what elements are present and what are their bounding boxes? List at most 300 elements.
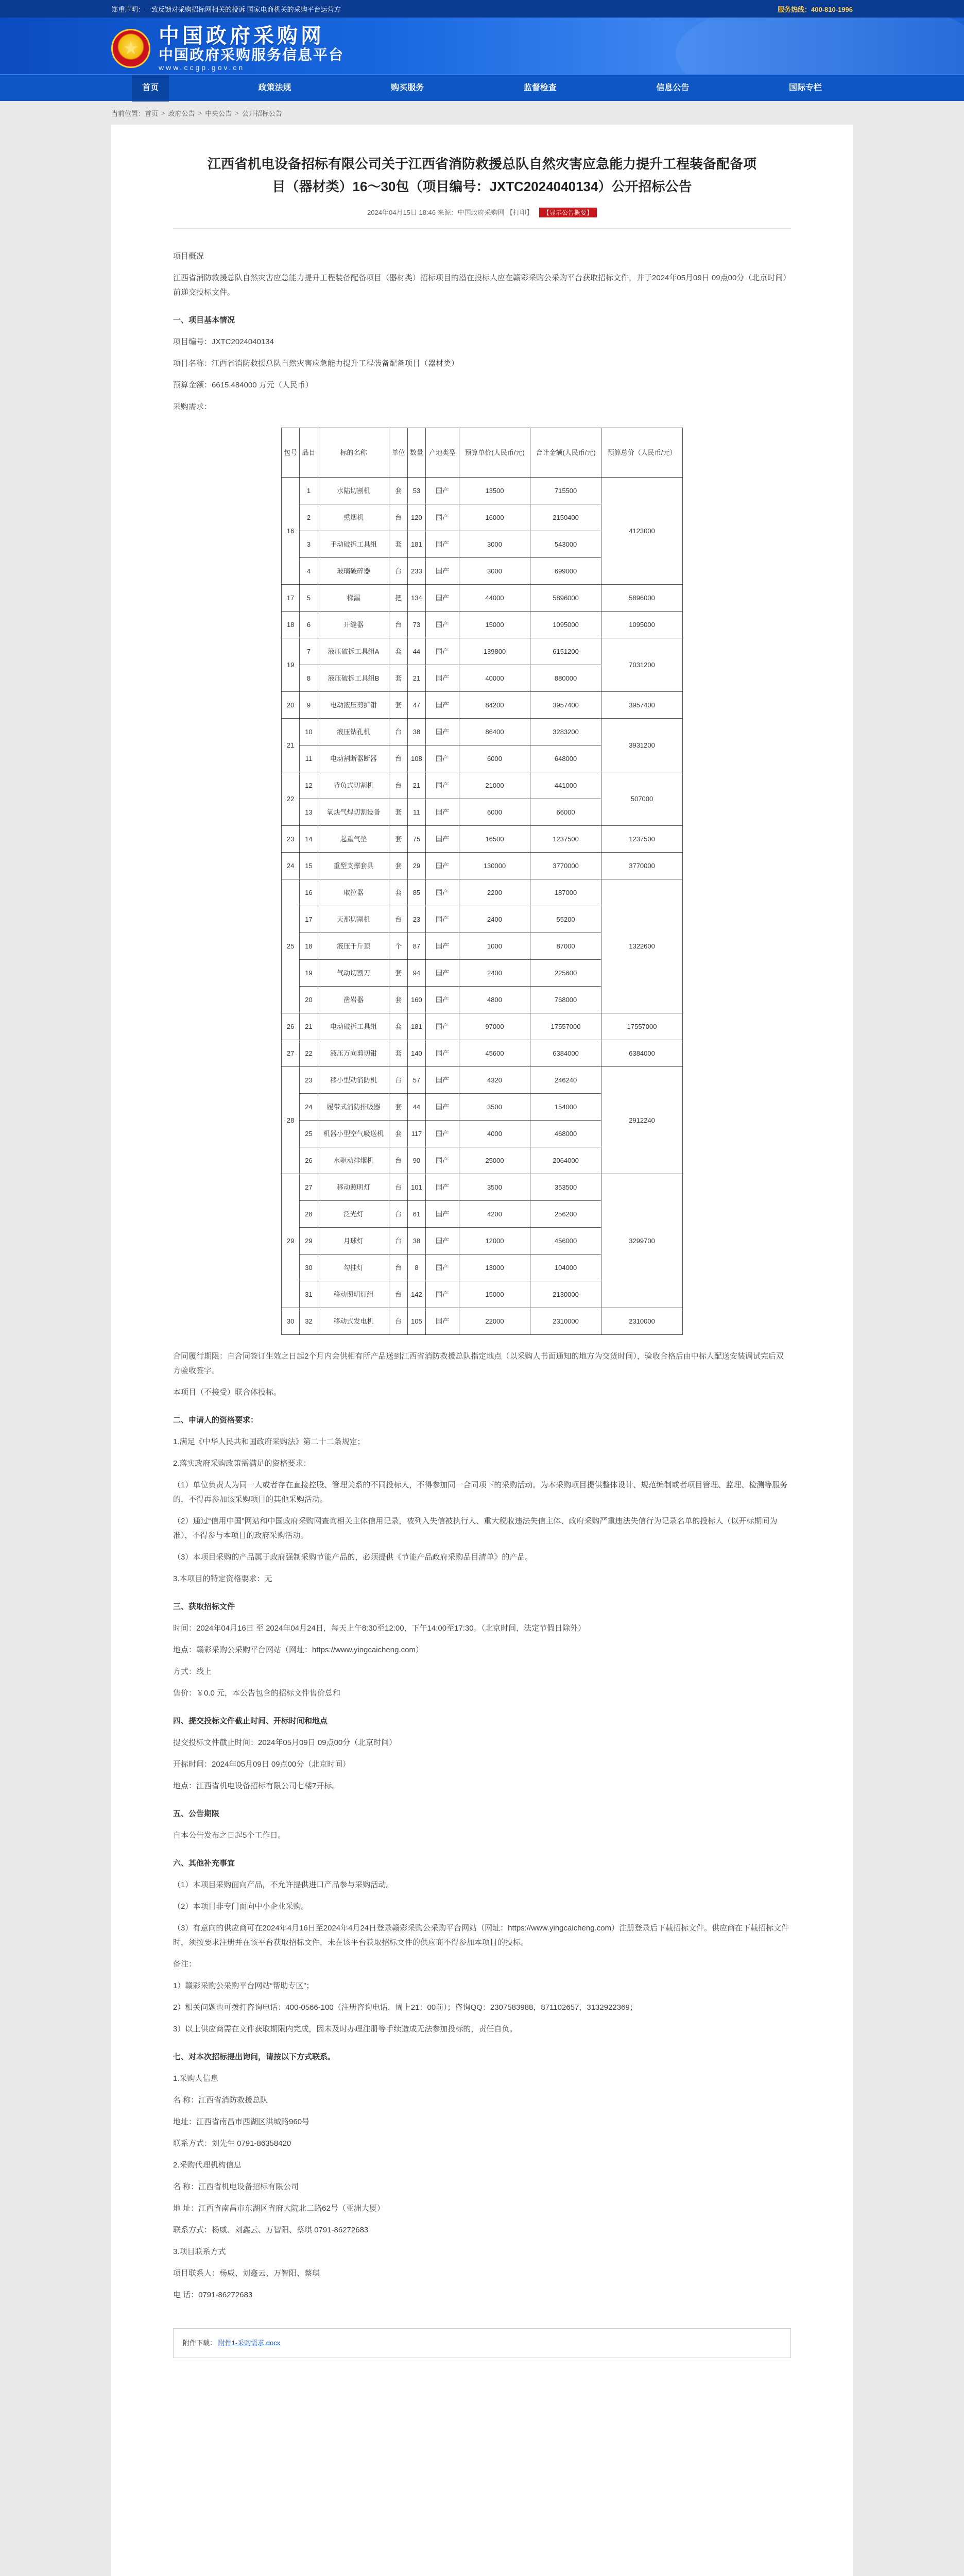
table-cell: 套 xyxy=(389,879,407,906)
table-cell: 台 xyxy=(389,1255,407,1281)
table-cell: 4 xyxy=(300,558,318,585)
table-row xyxy=(282,1067,683,1094)
article-body xyxy=(173,249,791,2358)
table-cell: 液压万向剪切钳 xyxy=(318,1040,389,1067)
table-cell: 21 xyxy=(300,1013,318,1040)
table-row xyxy=(282,772,683,799)
table-cell: 20 xyxy=(282,692,300,719)
table-cell: 泛光灯 xyxy=(318,1201,389,1228)
table-cell: 15 xyxy=(300,853,318,879)
nav-home[interactable]: 首页 xyxy=(132,75,169,101)
table-cell: 225600 xyxy=(530,960,601,987)
table-cell: 25 xyxy=(282,879,300,1013)
table-cell: 13000 xyxy=(459,1255,530,1281)
table-cell: 256200 xyxy=(530,1201,601,1228)
table-cell: 国产 xyxy=(426,745,459,772)
table-cell: 44000 xyxy=(459,585,530,612)
section-paragraph: 项目联系人：杨威、刘鑫云、万智阳、蔡琪 xyxy=(173,2269,320,2278)
table-cell: 梯漏 xyxy=(318,585,389,612)
breadcrumb xyxy=(111,101,853,125)
section-paragraph: 2）相关问题也可拨打咨询电话：400-0566-100（注册咨询电话，周上21：00前）；咨询QQ：2307583988，871102657，3132922369； xyxy=(173,2003,638,2012)
table-cell: 18 xyxy=(282,612,300,638)
table-cell: 国产 xyxy=(426,478,459,504)
table-cell: 130000 xyxy=(459,853,530,879)
table-cell: 90 xyxy=(407,1147,425,1174)
table-cell: 熏烟机 xyxy=(318,504,389,531)
table-cell: 液压破拆工具组A xyxy=(318,638,389,665)
table-cell: 441000 xyxy=(530,772,601,799)
table-cell: 53 xyxy=(407,478,425,504)
attachment-label: 附件下载： xyxy=(183,2339,217,2347)
hotline-text: 服务热线：400-810-1996 xyxy=(778,5,853,13)
table-cell: 4123000 xyxy=(601,478,683,585)
table-row xyxy=(282,826,683,853)
table-cell: 水陆切割机 xyxy=(318,478,389,504)
table-cell: 5 xyxy=(300,585,318,612)
table-cell: 台 xyxy=(389,558,407,585)
table-cell: 2130000 xyxy=(530,1281,601,1308)
table-cell: 套 xyxy=(389,987,407,1013)
table-cell: 取拉器 xyxy=(318,879,389,906)
table-cell: 10 xyxy=(300,719,318,745)
table-cell: 699000 xyxy=(530,558,601,585)
table-cell: 507000 xyxy=(601,772,683,826)
table-cell: 16 xyxy=(300,879,318,906)
table-cell: 57 xyxy=(407,1067,425,1094)
table-cell: 套 xyxy=(389,531,407,558)
table-cell: 把 xyxy=(389,585,407,612)
table-cell: 105 xyxy=(407,1308,425,1335)
table-cell: 19 xyxy=(282,638,300,692)
table-cell: 31 xyxy=(300,1281,318,1308)
top-notice-bar xyxy=(0,0,964,18)
table-cell: 3931200 xyxy=(601,719,683,772)
table-cell: 233 xyxy=(407,558,425,585)
logo-url: www.ccgp.gov.cn xyxy=(159,63,245,72)
table-cell: 353500 xyxy=(530,1174,601,1201)
table-cell: 29 xyxy=(300,1228,318,1255)
table-cell: 2 xyxy=(300,504,318,531)
table-cell: 14 xyxy=(300,826,318,853)
table-cell: 4800 xyxy=(459,987,530,1013)
section-paragraph: 提交投标文件截止时间：2024年05月09日 09点00分（北京时间） xyxy=(173,1738,397,1747)
table-cell: 国产 xyxy=(426,799,459,826)
table-header-cell: 品目 xyxy=(300,428,318,478)
table-cell: 1237500 xyxy=(530,826,601,853)
table-cell: 543000 xyxy=(530,531,601,558)
table-cell: 12 xyxy=(300,772,318,799)
table-cell: 21 xyxy=(407,665,425,692)
table-row xyxy=(282,638,683,665)
table-cell: 16000 xyxy=(459,504,530,531)
main-nav xyxy=(0,74,964,101)
table-cell: 61 xyxy=(407,1201,425,1228)
table-cell: 2200 xyxy=(459,879,530,906)
table-row xyxy=(282,853,683,879)
section-paragraph: （3）本项目采购的产品属于政府强制采购节能产品的，必须提供《节能产品政府采购品目清单》的产品。 xyxy=(173,1553,533,1562)
table-cell: 120 xyxy=(407,504,425,531)
section-paragraph: 3）以上供应商需在文件获取期限内完成，因未及时办理注册等手续造成无法参加投标的，责任自负。 xyxy=(173,2025,518,2033)
table-cell: 国产 xyxy=(426,638,459,665)
table-cell: 11 xyxy=(300,745,318,772)
table-cell: 3770000 xyxy=(530,853,601,879)
table-cell: 国产 xyxy=(426,933,459,960)
table-cell: 94 xyxy=(407,960,425,987)
budget-amount: 预算金额：6615.484000 万元（人民币） xyxy=(173,381,313,389)
nav-services[interactable]: 购买服务 xyxy=(391,83,424,92)
table-cell: 套 xyxy=(389,1121,407,1147)
table-cell: 台 xyxy=(389,719,407,745)
table-cell: 套 xyxy=(389,692,407,719)
table-cell: 45600 xyxy=(459,1040,530,1067)
article-title: 江西省机电设备招标有限公司关于江西省消防救援总队自然灾害应急能力提升工程装备配备项目（器材类）16～30包（项目编号：JXTC2024040134）公开招标公告 xyxy=(207,156,756,194)
section-paragraph: 名 称：江西省机电设备招标有限公司 xyxy=(173,2182,299,2191)
table-cell: 30 xyxy=(300,1255,318,1281)
table-cell: 国产 xyxy=(426,558,459,585)
table-cell: 移动式发电机 xyxy=(318,1308,389,1335)
table-cell: 3770000 xyxy=(601,853,683,879)
table-header-cell: 数量 xyxy=(407,428,425,478)
table-cell: 21 xyxy=(407,772,425,799)
article-meta xyxy=(173,207,791,229)
table-cell: 套 xyxy=(389,478,407,504)
table-cell: 国产 xyxy=(426,585,459,612)
table-cell: 国产 xyxy=(426,531,459,558)
site-logo[interactable] xyxy=(111,25,344,72)
table-cell: 4000 xyxy=(459,1121,530,1147)
table-cell: 6000 xyxy=(459,745,530,772)
breadcrumb-separator: > xyxy=(198,109,202,117)
table-cell: 19 xyxy=(300,960,318,987)
table-cell: 国产 xyxy=(426,1067,459,1094)
attachment-link[interactable]: 附件1-采购需求.docx xyxy=(218,2339,281,2347)
table-cell: 15000 xyxy=(459,612,530,638)
table-cell: 1322600 xyxy=(601,879,683,1013)
requirements-table xyxy=(281,428,683,1335)
table-row xyxy=(282,585,683,612)
table-cell: 16 xyxy=(282,478,300,585)
site-header xyxy=(0,18,964,74)
table-cell: 套 xyxy=(389,638,407,665)
table-cell: 气动切割刀 xyxy=(318,960,389,987)
section-paragraph: 售价：￥0.0 元，本公告包含的招标文件售价总和 xyxy=(173,1689,341,1698)
table-cell: 国产 xyxy=(426,826,459,853)
table-cell: 国产 xyxy=(426,612,459,638)
table-cell: 87 xyxy=(407,933,425,960)
table-cell: 3957400 xyxy=(530,692,601,719)
section-paragraph: （3）有意向的供应商可在2024年4月16日至2024年4月24日登录赣彩采购公采购平台网站（网址：https://www.yingcaicheng.com）注册登录后下载招标文件。供应商在下载招标文件时，须按要求注册并在该平台获取招标文件，未在该平台获取招标文件的供应商不得参加本项目的投标。 xyxy=(173,1924,789,1947)
table-cell: 3 xyxy=(300,531,318,558)
table-cell: 1 xyxy=(300,478,318,504)
table-cell: 套 xyxy=(389,1013,407,1040)
table-cell: 电动割断器断器 xyxy=(318,745,389,772)
table-cell: 国产 xyxy=(426,1308,459,1335)
table-cell: 国产 xyxy=(426,1255,459,1281)
section-paragraph: （2）通过“信用中国”网站和中国政府采购网查询相关主体信用记录，被列入失信被执行人、重大税收违法失信主体、政府采购严重违法失信行为记录名单的投标人（以开标期间为准），不得参与本项目的政府采购活动。 xyxy=(173,1517,778,1540)
table-cell: 台 xyxy=(389,504,407,531)
table-cell: 44 xyxy=(407,1094,425,1121)
table-cell: 2912240 xyxy=(601,1067,683,1174)
section-heading: 二、申请人的资格要求： xyxy=(173,1416,259,1425)
table-cell: 140 xyxy=(407,1040,425,1067)
table-cell: 22 xyxy=(282,772,300,826)
table-cell: 国产 xyxy=(426,1040,459,1067)
table-cell: 3500 xyxy=(459,1094,530,1121)
table-cell: 22000 xyxy=(459,1308,530,1335)
table-cell: 5896000 xyxy=(530,585,601,612)
table-cell: 468000 xyxy=(530,1121,601,1147)
table-row xyxy=(282,1013,683,1040)
section-paragraph: 联系方式：杨威、刘鑫云、万智阳、蔡琪 0791-86272683 xyxy=(173,2226,369,2234)
table-cell: 6384000 xyxy=(530,1040,601,1067)
table-cell: 台 xyxy=(389,1308,407,1335)
table-row xyxy=(282,692,683,719)
table-cell: 起重气垫 xyxy=(318,826,389,853)
table-cell: 4320 xyxy=(459,1067,530,1094)
table-cell: 24 xyxy=(300,1094,318,1121)
table-cell: 29 xyxy=(407,853,425,879)
table-cell: 108 xyxy=(407,745,425,772)
section-paragraph: 方式：线上 xyxy=(173,1667,212,1676)
table-cell: 天那切割机 xyxy=(318,906,389,933)
table-cell: 23 xyxy=(407,906,425,933)
table-cell: 85 xyxy=(407,879,425,906)
table-cell: 880000 xyxy=(530,665,601,692)
table-cell: 44 xyxy=(407,638,425,665)
logo-line1: 中国政府采购网 xyxy=(159,25,324,47)
table-cell: 机器小型空气吸送机 xyxy=(318,1121,389,1147)
table-header-cell: 单位 xyxy=(389,428,407,478)
table-cell: 台 xyxy=(389,745,407,772)
table-cell: 18 xyxy=(300,933,318,960)
table-cell: 75 xyxy=(407,826,425,853)
section-paragraph: 自本公告发布之日起5个工作日。 xyxy=(173,1831,286,1840)
table-cell: 液压钻孔机 xyxy=(318,719,389,745)
section-paragraph: 1.满足《中华人民共和国政府采购法》第二十二条规定； xyxy=(173,1437,365,1446)
table-cell: 月球灯 xyxy=(318,1228,389,1255)
table-header-cell: 合计金额(人民币/元) xyxy=(530,428,601,478)
table-row xyxy=(282,879,683,906)
table-cell: 21000 xyxy=(459,772,530,799)
table-cell: 6 xyxy=(300,612,318,638)
table-cell: 台 xyxy=(389,612,407,638)
table-cell: 26 xyxy=(282,1013,300,1040)
table-cell: 87000 xyxy=(530,933,601,960)
table-cell: 液压破拆工具组B xyxy=(318,665,389,692)
section-heading: 三、获取招标文件 xyxy=(173,1602,235,1611)
table-cell: 66000 xyxy=(530,799,601,826)
article-sections xyxy=(173,1349,791,2302)
table-cell: 23 xyxy=(300,1067,318,1094)
table-cell: 21 xyxy=(282,719,300,772)
table-cell: 6151200 xyxy=(530,638,601,665)
table-cell: 套 xyxy=(389,665,407,692)
table-cell: 11 xyxy=(407,799,425,826)
table-header-row xyxy=(282,428,683,478)
table-cell: 139800 xyxy=(459,638,530,665)
table-cell: 液压千斤顶 xyxy=(318,933,389,960)
breadcrumb-separator: > xyxy=(235,109,239,117)
section-paragraph: 开标时间：2024年05月09日 09点00分（北京时间） xyxy=(173,1760,351,1769)
table-cell: 715500 xyxy=(530,478,601,504)
table-cell: 6000 xyxy=(459,799,530,826)
section-paragraph: 地址：江西省南昌市西湖区洪城路960号 xyxy=(173,2117,310,2126)
table-cell: 台 xyxy=(389,906,407,933)
table-cell: 1000 xyxy=(459,933,530,960)
section-paragraph: 本项目（不接受）联合体投标。 xyxy=(173,1388,282,1397)
table-cell: 28 xyxy=(300,1201,318,1228)
table-cell: 32 xyxy=(300,1308,318,1335)
table-cell: 3283200 xyxy=(530,719,601,745)
table-row xyxy=(282,719,683,745)
table-cell: 国产 xyxy=(426,1121,459,1147)
table-cell: 27 xyxy=(300,1174,318,1201)
table-cell: 27 xyxy=(282,1040,300,1067)
table-cell: 181 xyxy=(407,531,425,558)
table-row xyxy=(282,1174,683,1201)
table-cell: 40000 xyxy=(459,665,530,692)
table-cell: 台 xyxy=(389,1201,407,1228)
table-cell: 2064000 xyxy=(530,1147,601,1174)
table-cell: 9 xyxy=(300,692,318,719)
article-meta-text: 2024年04月15日 18:46 来源：中国政府采购网 【打印】 xyxy=(367,209,533,216)
logo-line2: 中国政府采购服务信息平台 xyxy=(159,47,345,63)
breadcrumb-open-tender[interactable]: 公开招标公告 xyxy=(242,109,282,117)
table-cell: 55200 xyxy=(530,906,601,933)
project-name: 项目名称：江西省消防救援总队自然灾害应急能力提升工程装备配备项目（器材类） xyxy=(173,359,459,368)
table-cell: 套 xyxy=(389,960,407,987)
table-cell: 38 xyxy=(407,719,425,745)
nav-supervision[interactable]: 监督检查 xyxy=(523,83,557,92)
table-cell: 套 xyxy=(389,1040,407,1067)
section-paragraph: 地 址：江西省南昌市东湖区省府大院北二路62号（亚洲大厦） xyxy=(173,2204,385,2213)
table-header-cell: 预算单价(人民币/元) xyxy=(459,428,530,478)
table-cell: 456000 xyxy=(530,1228,601,1255)
table-cell: 648000 xyxy=(530,745,601,772)
table-cell: 97000 xyxy=(459,1013,530,1040)
table-cell: 25 xyxy=(300,1121,318,1147)
section-paragraph: 3.本项目的特定资格要求：无 xyxy=(173,1574,272,1583)
table-cell: 30 xyxy=(282,1308,300,1335)
table-body xyxy=(282,478,683,1335)
table-cell: 履带式消防排吸器 xyxy=(318,1094,389,1121)
summary-toggle-button[interactable]: 【显示公告概要】 xyxy=(539,208,597,217)
table-cell: 3500 xyxy=(459,1174,530,1201)
table-cell: 国产 xyxy=(426,1013,459,1040)
table-cell: 117 xyxy=(407,1121,425,1147)
table-cell: 国产 xyxy=(426,692,459,719)
breadcrumb-central[interactable]: 中央公告 xyxy=(205,109,232,117)
section-paragraph: 1.采购人信息 xyxy=(173,2074,218,2083)
table-cell: 国产 xyxy=(426,879,459,906)
table-cell: 6384000 xyxy=(601,1040,683,1067)
table-cell: 台 xyxy=(389,1174,407,1201)
section-heading: 六、其他补充事宜 xyxy=(173,1859,235,1868)
table-cell: 24 xyxy=(282,853,300,879)
breadcrumb-home[interactable]: 首页 xyxy=(145,109,159,117)
section-paragraph: 1）赣彩采购公采购平台网站“帮助专区”； xyxy=(173,1981,314,1990)
table-cell: 5896000 xyxy=(601,585,683,612)
nav-international[interactable]: 国际专栏 xyxy=(788,83,822,92)
breadcrumb-gov-announcements[interactable]: 政府公告 xyxy=(168,109,195,117)
table-cell: 台 xyxy=(389,772,407,799)
table-cell: 73 xyxy=(407,612,425,638)
table-cell: 134 xyxy=(407,585,425,612)
table-cell: 181 xyxy=(407,1013,425,1040)
section-paragraph: 联系方式：刘先生 0791-86358420 xyxy=(173,2139,291,2148)
table-cell: 101 xyxy=(407,1174,425,1201)
table-cell: 47 xyxy=(407,692,425,719)
table-cell: 26 xyxy=(300,1147,318,1174)
nav-announcements[interactable]: 信息公告 xyxy=(656,83,690,92)
project-number: 项目编号：JXTC2024040134 xyxy=(173,337,274,346)
table-cell: 3000 xyxy=(459,531,530,558)
table-cell: 3299700 xyxy=(601,1174,683,1308)
table-cell: 8 xyxy=(300,665,318,692)
table-cell: 移小型动消防机 xyxy=(318,1067,389,1094)
table-cell: 2310000 xyxy=(530,1308,601,1335)
table-cell: 187000 xyxy=(530,879,601,906)
table-cell: 8 xyxy=(407,1255,425,1281)
table-row xyxy=(282,612,683,638)
table-row xyxy=(282,478,683,504)
table-cell: 2310000 xyxy=(601,1308,683,1335)
section-paragraph: 3.项目联系方式 xyxy=(173,2247,226,2256)
section-paragraph: （2）本项目非专门面向中小企业采购。 xyxy=(173,1902,309,1911)
table-header-cell: 标的名称 xyxy=(318,428,389,478)
table-cell: 1095000 xyxy=(601,612,683,638)
nav-policy[interactable]: 政策法规 xyxy=(258,83,291,92)
section-heading: 一、项目基本情况 xyxy=(173,316,235,325)
section-paragraph: 地点：江西省机电设备招标有限公司七楼7开标。 xyxy=(173,1782,340,1790)
top-notice-text: 郑重声明：一致反馈对采购招标网相关的投诉 国家电商机关的采购平台运营方 xyxy=(111,5,341,13)
table-cell: 台 xyxy=(389,1281,407,1308)
table-cell: 玻璃破碎器 xyxy=(318,558,389,585)
table-cell: 国产 xyxy=(426,1174,459,1201)
table-cell: 160 xyxy=(407,987,425,1013)
table-cell: 个 xyxy=(389,933,407,960)
table-cell: 84200 xyxy=(459,692,530,719)
table-cell: 17557000 xyxy=(530,1013,601,1040)
table-cell: 12000 xyxy=(459,1228,530,1255)
table-cell: 凿岩器 xyxy=(318,987,389,1013)
attachment-box xyxy=(173,2328,791,2358)
section-paragraph: 电 话：0791-86272683 xyxy=(173,2291,253,2299)
table-cell: 国产 xyxy=(426,665,459,692)
table-cell: 国产 xyxy=(426,853,459,879)
table-cell: 移动照明灯组 xyxy=(318,1281,389,1308)
overview-heading: 项目概况 xyxy=(173,252,204,261)
breadcrumb-prefix: 当前位置： xyxy=(111,109,145,117)
table-header-cell: 预算总价（人民币/元） xyxy=(601,428,683,478)
table-cell: 手动破拆工具组 xyxy=(318,531,389,558)
table-cell: 台 xyxy=(389,1067,407,1094)
table-cell: 38 xyxy=(407,1228,425,1255)
table-cell: 台 xyxy=(389,1228,407,1255)
table-cell: 国产 xyxy=(426,504,459,531)
table-cell: 17 xyxy=(300,906,318,933)
table-cell: 套 xyxy=(389,826,407,853)
table-cell: 23 xyxy=(282,826,300,853)
table-header-cell: 包号 xyxy=(282,428,300,478)
section-heading: 五、公告期限 xyxy=(173,1809,220,1818)
table-cell: 2400 xyxy=(459,906,530,933)
section-paragraph: 备注： xyxy=(173,1960,197,1969)
table-cell: 国产 xyxy=(426,987,459,1013)
overview-text: 江西省消防救援总队自然灾害应急能力提升工程装备配备项目（器材类）招标项目的潜在投标人应在赣彩采购公采购平台获取招标文件，并于2024年05月09日 09点00分（北京时间）前递交投标文件。 xyxy=(173,274,791,297)
table-row xyxy=(282,1308,683,1335)
table-cell: 国产 xyxy=(426,960,459,987)
